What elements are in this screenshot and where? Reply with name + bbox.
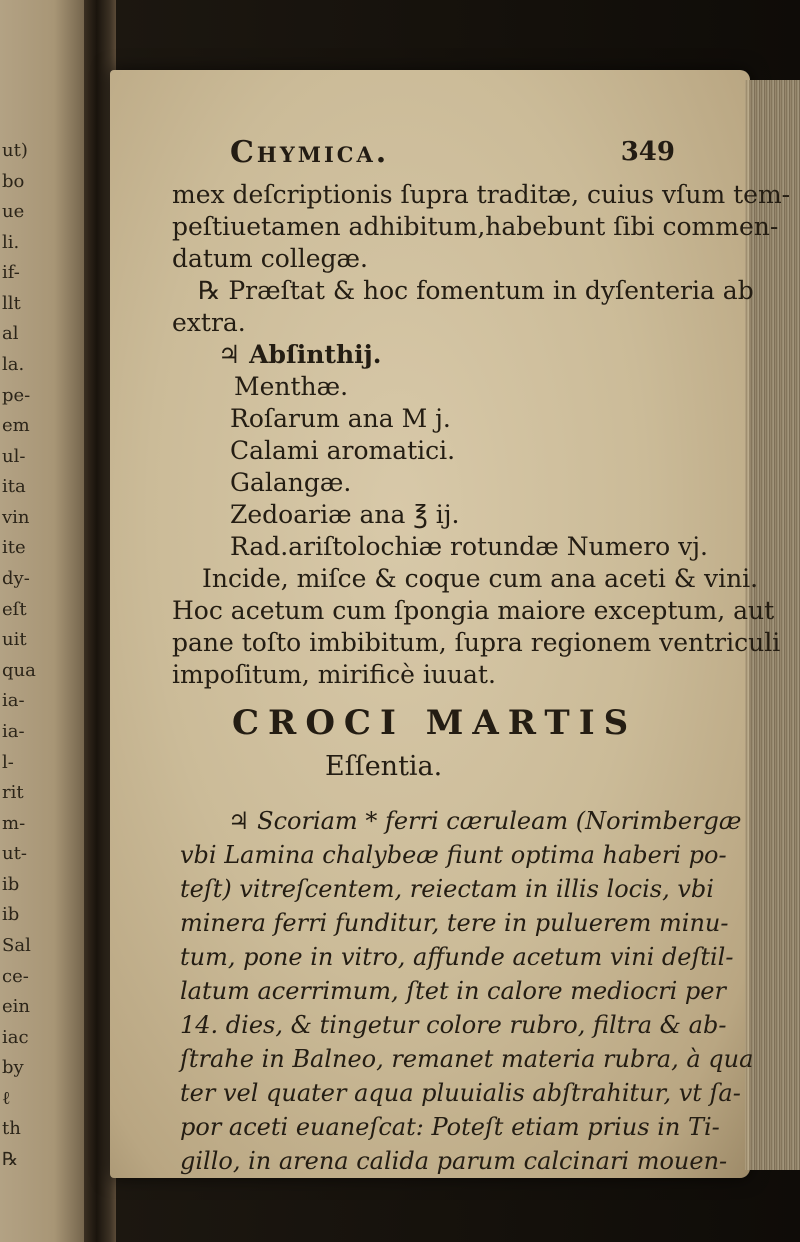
previous-page-fragment: la. bbox=[2, 354, 25, 376]
text-line: Menthæ. bbox=[234, 372, 349, 401]
previous-page-fragment: eſt bbox=[2, 598, 27, 620]
text-line: pane toſto imbibitum, ſupra regionem ventriculi bbox=[172, 628, 781, 657]
previous-page-fragment: li. bbox=[2, 231, 20, 253]
previous-page-fragment: ℓ bbox=[2, 1087, 11, 1109]
italic-line: teſt) vitreſcentem, reiectam in illis locis, vbi bbox=[180, 875, 714, 903]
section-subtitle: Eſſentia. bbox=[325, 751, 443, 782]
previous-page-fragment: em bbox=[2, 415, 30, 437]
previous-page-fragment: ue bbox=[2, 201, 25, 223]
italic-line: 14. dies, & tingetur colore rubro, filtra & ab- bbox=[180, 1011, 727, 1039]
text-line: Zedoariæ ana ℥ ij. bbox=[230, 500, 460, 529]
previous-page-fragment: ul- bbox=[2, 445, 26, 467]
previous-page-fragment: th bbox=[2, 1118, 21, 1140]
previous-page-fragment: ℞ bbox=[2, 1149, 19, 1171]
text-line: peſtiuetamen adhibitum,habebunt ſibi commen- bbox=[172, 212, 779, 241]
text-line: Calami aromatici. bbox=[230, 436, 456, 465]
previous-page-fragment: bo bbox=[2, 170, 25, 192]
italic-line: ſtrahe in Balneo, remanet materia rubra, à qua bbox=[180, 1045, 754, 1073]
previous-page-fragment: uit bbox=[2, 629, 27, 651]
text-line: ℞ Præſtat & hoc fomentum in dyſenteria ab bbox=[198, 276, 754, 305]
previous-page bbox=[0, 0, 90, 1242]
previous-page-fragment: llt bbox=[2, 292, 21, 314]
text-line: datum collegæ. bbox=[172, 244, 368, 273]
italic-line: ter vel quater aqua pluuialis abſtrahitur, vt ſa- bbox=[180, 1079, 741, 1107]
previous-page-fragment: dy- bbox=[2, 568, 30, 590]
previous-page-fragment: if- bbox=[2, 262, 20, 284]
text-line: ♃ Abſinthij. bbox=[218, 340, 382, 369]
previous-page-fragment: ia- bbox=[2, 690, 25, 712]
text-line: Rad.ariſtolochiæ rotundæ Numero vj. bbox=[230, 532, 708, 561]
previous-page-fragment: ut) bbox=[2, 140, 28, 161]
previous-page-fragment: rit bbox=[2, 782, 24, 804]
previous-page-fragment: ite bbox=[2, 537, 26, 559]
previous-page-fragment: iac bbox=[2, 1026, 29, 1048]
previous-page-fragment: ut- bbox=[2, 843, 27, 865]
italic-line: latum acerrimum, ſtet in calore mediocri per bbox=[180, 977, 726, 1005]
previous-page-fragment: al bbox=[2, 323, 19, 345]
text-line: Roſarum ana M j. bbox=[230, 404, 451, 433]
text-line: Galangæ. bbox=[230, 468, 352, 497]
text-line: impoſitum, mirificè iuuat. bbox=[172, 660, 496, 689]
text-line: Hoc acetum cum ſpongia maiore exceptum, aut bbox=[172, 596, 775, 625]
previous-page-fragment: ita bbox=[2, 476, 26, 498]
previous-page-fragment: m- bbox=[2, 812, 26, 834]
italic-line: vbi Lamina chalybeæ fiunt optima haberi po- bbox=[180, 841, 727, 869]
text-line: extra. bbox=[172, 308, 246, 337]
italic-line: ♃ Scoriam * ferri cæruleam (Norimbergæ bbox=[228, 807, 742, 835]
running-title: Chymica. bbox=[230, 135, 390, 170]
page-number: 349 bbox=[620, 137, 675, 167]
italic-line: gillo, in arena calida parum calcinari mouen- bbox=[180, 1147, 728, 1175]
previous-page-fragment: qua bbox=[2, 659, 36, 681]
italic-line: tum, pone in vitro, affunde acetum vini deſtil- bbox=[180, 943, 734, 971]
previous-page-fragment: ia- bbox=[2, 720, 25, 742]
previous-page-fragment: Sal bbox=[2, 934, 31, 956]
italic-line: minera ferri funditur, tere in puluerem minu- bbox=[180, 909, 729, 937]
previous-page-fragment: ein bbox=[2, 996, 31, 1018]
previous-page-fragment: ib bbox=[2, 904, 20, 926]
section-title: CROCI MARTIS bbox=[232, 703, 638, 743]
previous-page-fragment: ib bbox=[2, 873, 20, 895]
previous-page-fragment: ce- bbox=[2, 965, 29, 987]
italic-line: por aceti euaneſcat: Poteſt etiam prius in Ti- bbox=[180, 1113, 720, 1141]
previous-page-fragment: vin bbox=[2, 506, 30, 528]
previous-page-fragment: l- bbox=[2, 751, 14, 773]
previous-page-fragment: by bbox=[2, 1057, 24, 1079]
previous-page-fragment: pe- bbox=[2, 384, 31, 406]
text-line: Incide, miſce & coque cum ana aceti & vini. bbox=[202, 564, 759, 593]
text-line: mex deſcriptionis ſupra traditæ, cuius vſum tem- bbox=[172, 180, 791, 209]
page-header bbox=[230, 135, 690, 175]
